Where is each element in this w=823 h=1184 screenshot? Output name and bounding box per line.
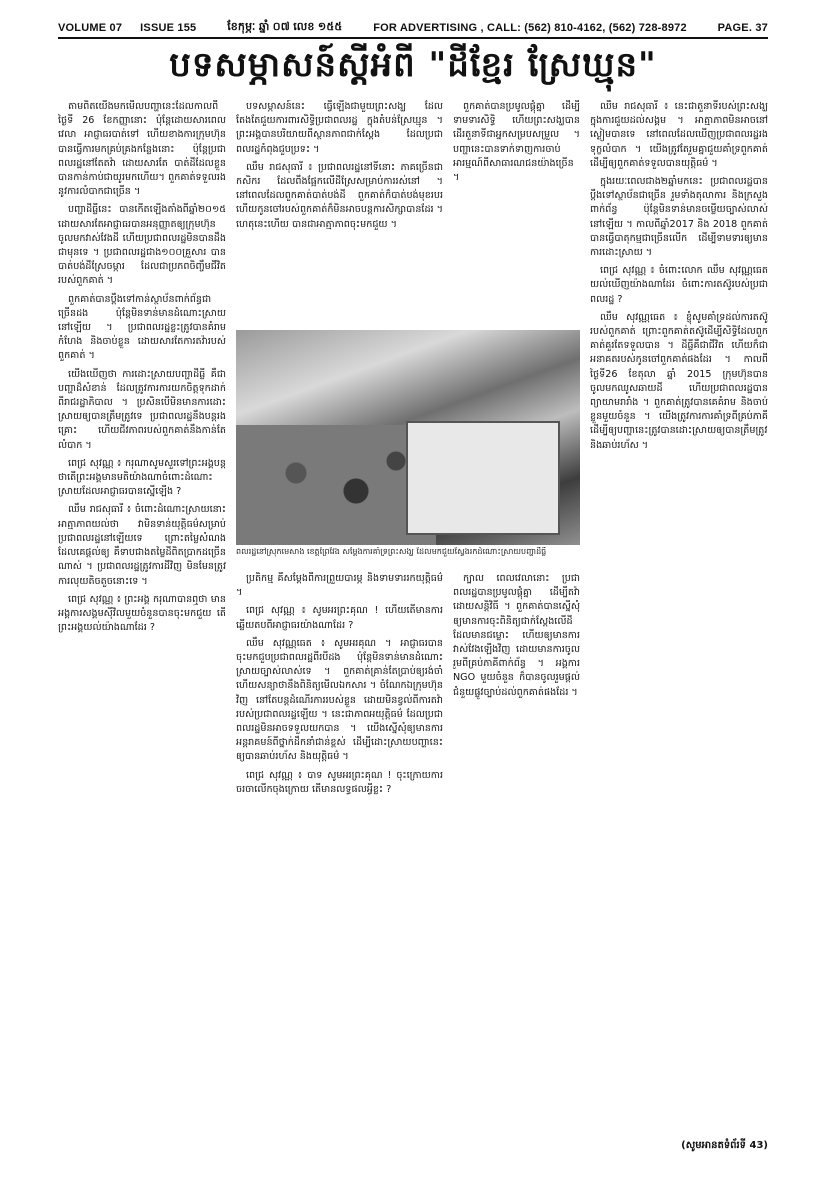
text-column-2-bottom [236, 572, 443, 1135]
article-photo [236, 330, 580, 545]
paragraph: ពេជ្រ សុវណ្ណ ៖ ព្រះអង្គ ករុណាបានឮថា មានអង្គការសង្គមស៊ីវិលមួយចំនួនបានចុះមកជួយ តើព្រះអង្គយល់យ៉ាងណាដែរ ? [58, 593, 226, 634]
continued-on-page: (សូមអានតទំព័រទី 43) [681, 1140, 768, 1151]
paragraph: ប្រតិកម្ម គឺសម្តែងពីការព្រួយបារម្ភ និងទាមទាររកយុត្តិធម៌ ។ [236, 573, 443, 599]
issue-date: ខែកុម្ភៈ ឆ្នាំ ០៧ លេខ ១៥៥ [227, 21, 343, 33]
paragraph: ពួកគាត់បានប្រមូលផ្តុំគ្នា ដើម្បីទាមទារសិទ្ធិ ហើយព្រះសង្ឃបានដើរតួនាទីជាអ្នកសម្របសម្រួល ។ បញ្ហានេះបានទាក់ទាញការចាប់អារម្មណ៍ពីសាធារណជនយ៉ាងច្រើន ។ [453, 101, 580, 184]
header-divider [58, 37, 768, 39]
advertising-contact: FOR ADVERTISING , CALL: (562) 810-4162, (562) 728-8972 [373, 22, 687, 34]
paragraph: ឈឹម សុវណ្ណធេត ៖ សូមអរគុណ ។ អាជ្ញាធរបានចុះមកជួបប្រជាពលរដ្ឋពីរបីដង ប៉ុន្តែមិនទាន់មានដំណោះស្រាយច្បាស់លាស់ទេ ។ ពួកគាត់គ្រាន់តែប្រាប់ឲ្យរង់ចាំ ហើយសន្យាថានឹងពិនិត្យមើលឯកសារ ។ ចំណែកឯក្រុមហ៊ុនវិញ នៅតែបន្តដំណើរការរបស់ខ្លួន ដោយមិនខ្វល់ពីការតវ៉ារបស់ប្រជាពលរដ្ឋឡើយ ។ នេះជាភាពអយុត្តិធម៌ ដែលប្រជាពលរដ្ឋមិនអាចទទួលយកបាន ។ យើងស្នើសុំឲ្យមានការអន្តរាគមន៍ពីថ្នាក់ដឹកនាំជាន់ខ្ពស់ ដើម្បីដោះស្រាយបញ្ហានេះឲ្យបានឆាប់រហ័ស និងយុត្តិធម៌ ។ [236, 637, 443, 763]
paragraph: ក្នុងរយៈពេលជាង២ឆ្នាំមកនេះ ប្រជាពលរដ្ឋបានប្តឹងទៅស្ថាប័នជាច្រើន រួមទាំងតុលាការ និងក្រសួងពាក់ព័ន្ធ ប៉ុន្តែមិនទាន់មានចម្លើយច្បាស់លាស់នៅឡើយ ។ កាលពីឆ្នាំ2017 និង 2018 ពួកគាត់បានធ្វើបាតុកម្មជាច្រើនលើក ដើម្បីទាមទារឲ្យមានការដោះស្រាយ ។ [590, 176, 768, 259]
paragraph: បទសម្ភាសន៍នេះ ធ្វើឡើងជាមួយព្រះសង្ឃ ដែលតែងតែជួយការពារសិទ្ធិប្រជាពលរដ្ឋ ក្នុងតំបន់ស្រែឃ្មុន ។ ព្រះអង្គបានបរិយាយពីស្ថានភាពជាក់ស្តែង ដែលប្រជាពលរដ្ឋកំពុងជួបប្រទះ ។ [236, 101, 443, 155]
paragraph: ពេជ្រ សុវណ្ណ ៖ ចំពោះលោក ឈឹម សុវណ្ណធេត យល់ឃើញយ៉ាងណាដែរ ចំពោះការតស៊ូរបស់ប្រជាពលរដ្ឋ ? [590, 265, 768, 305]
paragraph: ឈឹម រាជសុធារី ៖ នេះជាតួនាទីរបស់ព្រះសង្ឃ ក្នុងការជួយដល់សង្គម ។ អាត្មាភាពមិនអាចនៅស្ងៀមបានទេ នៅពេលដែលឃើញប្រជាពលរដ្ឋរងទុក្ខលំបាក ។ យើងត្រូវតែរួមគ្នាជួយគាំទ្រពួកគាត់ ដើម្បីឲ្យពួកគាត់ទទួលបានយុត្តិធម៌ ។ [590, 101, 768, 169]
paragraph: យើងឃើញថា ការដោះស្រាយបញ្ហាដីធ្លី គឺជាបញ្ហាដ៏សំខាន់ ដែលត្រូវការការយកចិត្តទុកដាក់ពីរាជរដ្ឋាភិបាល ។ ប្រសិនបើមិនមានការដោះស្រាយឲ្យបានត្រឹមត្រូវទេ ប្រជាពលរដ្ឋនឹងបន្តរងគ្រោះ ហើយជីវភាពរបស់ពួកគាត់នឹងកាន់តែលំបាក ។ [58, 368, 226, 451]
paragraph: ឈឹម សុវណ្ណធេត ៖ ខ្ញុំសូមគាំទ្រដល់ការតស៊ូរបស់ពួកគាត់ ព្រោះពួកគាត់តស៊ូដើម្បីសិទ្ធិដែលពួកគាត់គួរតែទទួលបាន ។ ដីធ្លីគឺជាជីវិត ហើយក៏ជាអនាគតរបស់កូនចៅពួកគាត់ផងដែរ ។ កាលពីថ្ងៃទី26 ខែតុលា ឆ្នាំ 2015 ក្រុមហ៊ុនបានចូលមកឈូសឆាយដី ហើយប្រជាពលរដ្ឋបានព្យាយាមរារាំង ។ ពួកគាត់ត្រូវបានគេគំរាម និងចាប់ខ្លួនមួយចំនួន ។ យើងត្រូវការការគាំទ្រពីគ្រប់ភាគី ដើម្បីឲ្យបញ្ហានេះត្រូវបានដោះស្រាយឲ្យបានត្រឹមត្រូវ និងឆាប់រហ័ស ។ [590, 311, 768, 451]
text-column-1 [58, 100, 226, 1135]
photo-caption: ពលរដ្ឋនៅស្រុកមេសាង ខេត្តព្រៃវែង សម្តែងការគាំទ្រព្រះសង្ឃ ដែលមកជួយស្វែងរកដំណោះស្រាយបញ្ហាដីធ្លី [236, 547, 547, 556]
paragraph: ពួកគាត់បានប្តឹងទៅកាន់ស្ថាប័នពាក់ព័ន្ធជាច្រើនដង ប៉ុន្តែមិនទាន់មានដំណោះស្រាយនៅឡើយ ។ ប្រជាពលរដ្ឋខ្លះត្រូវបានគំរាមកំហែង និងចាប់ខ្លួន ដោយសារតែការតវ៉ារបស់ពួកគាត់ ។ [58, 293, 226, 362]
volume-label: VOLUME 07 [58, 22, 123, 34]
page-header [58, 20, 768, 36]
issue-label: ISSUE 155 [140, 22, 197, 34]
paragraph: ក្បាល ពេលវេលានោះ ប្រជាពលរដ្ឋបានប្រមូលផ្តុំគ្នា ដើម្បីតវ៉ាដោយសន្តិវិធី ។ ពួកគាត់បានស្នើសុំឲ្យមានការចុះពិនិត្យជាក់ស្តែងលើដីដែលមានជម្លោះ ហើយឲ្យមានការវាស់វែងឡើងវិញ ដោយមានការចូលរួមពីគ្រប់ភាគីពាក់ព័ន្ធ ។ អង្គការ NGO មួយចំនួន ក៏បានចូលរួមផ្តល់ជំនួយផ្លូវច្បាប់ដល់ពួកគាត់ផងដែរ ។ [453, 573, 580, 698]
text-column-3-bottom [453, 572, 580, 1135]
article-headline: បទសម្ភាសន៍ស្តីអំពី "ដីខ្មែរ ស្រែឃ្មុន" [169, 45, 657, 85]
paragraph: បញ្ហាដីធ្លីនេះ បានកើតឡើងតាំងពីឆ្នាំ២០១៥ ដោយសារតែអាជ្ញាធរបានអនុញ្ញាតឲ្យក្រុមហ៊ុនចូលមកវាស់វែងដី ហើយប្រជាពលរដ្ឋមិនបានដឹងជាមុនទេ ។ ប្រជាពលរដ្ឋជាង១០០គ្រួសារ បានបាត់បង់ដីស្រែចម្ការ ដែលជាប្រភពចិញ្ចឹមជីវិតរបស់ពួកគាត់ ។ [58, 204, 226, 287]
paragraph: ពេជ្រ សុវណ្ណ ៖ ករុណាសូមសួរទៅព្រះអង្គបន្ត ថាតើព្រះអង្គមានមតិយ៉ាងណាចំពោះដំណោះស្រាយដែលអាជ្ញាធរបានស្នើឡើង ? [58, 457, 226, 498]
paragraph: ពេជ្រ សុវណ្ណ ៖ សូមអរព្រះគុណ ! ហើយតើមានការឆ្លើយតបពីអាជ្ញាធរយ៉ាងណាដែរ ? [236, 605, 443, 631]
text-column-4 [590, 100, 768, 1135]
truck-figure [406, 421, 560, 535]
page-number: PAGE. 37 [717, 22, 768, 34]
paragraph: ពេជ្រ សុវណ្ណ ៖ បាទ សូមអរព្រះគុណ ! ចុះក្រោយការចរចាលើកចុងក្រោយ តើមានលទ្ធផលអ្វីខ្លះ ? [236, 769, 443, 795]
paragraph: តាមពិតយើងមកមើលបញ្ហានេះដែលកាលពីថ្ងៃទី 26 ខែកញ្ញានោះ ប៉ុន្តែដោយសារពេលវេលា អាជ្ញាធរបាត់ទៅ ហើយខាងការក្រុមហ៊ុនបានធ្វើការមកគ្រប់គ្រងកន្លែងនោះ ប៉ុន្តែប្រជាពលរដ្ឋនៅតែតវ៉ា ដោយសារតែ បាត់ដីដែលខ្លួនបានកាន់កាប់ជាយូរមកហើយ។ ពួកគាត់ទទួលរងនូវការលំបាកជាច្រើន ។ [58, 101, 226, 198]
paragraph: ឈឹម រាជសុធារី ៖ ប្រជាពលរដ្ឋនៅទីនោះ ភាគច្រើនជាកសិករ ដែលពឹងផ្អែកលើដីស្រែសម្រាប់ការរស់នៅ ។ នៅពេលដែលពួកគាត់បាត់បង់ដី ពួកគាត់ក៏បាត់បង់មុខរបរ ហើយកូនចៅរបស់ពួកគាត់ក៏មិនអាចបន្តការសិក្សាបានដែរ ។ ហេតុនេះហើយ បានជាអាត្មាភាពចុះមកជួយ ។ [236, 161, 443, 230]
paragraph: ឈឹម រាជសុធារី ៖ ចំពោះដំណោះស្រាយនោះ អាត្មាភាពយល់ថា វាមិនទាន់យុត្តិធម៌សម្រាប់ប្រជាពលរដ្ឋនៅឡើយទេ ព្រោះតម្លៃសំណងដែលគេផ្តល់ឲ្យ គឺទាបជាងតម្លៃដីពិតប្រាកដច្រើនណាស់ ។ ប្រជាពលរដ្ឋត្រូវការដីវិញ មិនមែនត្រូវការលុយតិចតួចនោះទេ ។ [58, 504, 226, 587]
